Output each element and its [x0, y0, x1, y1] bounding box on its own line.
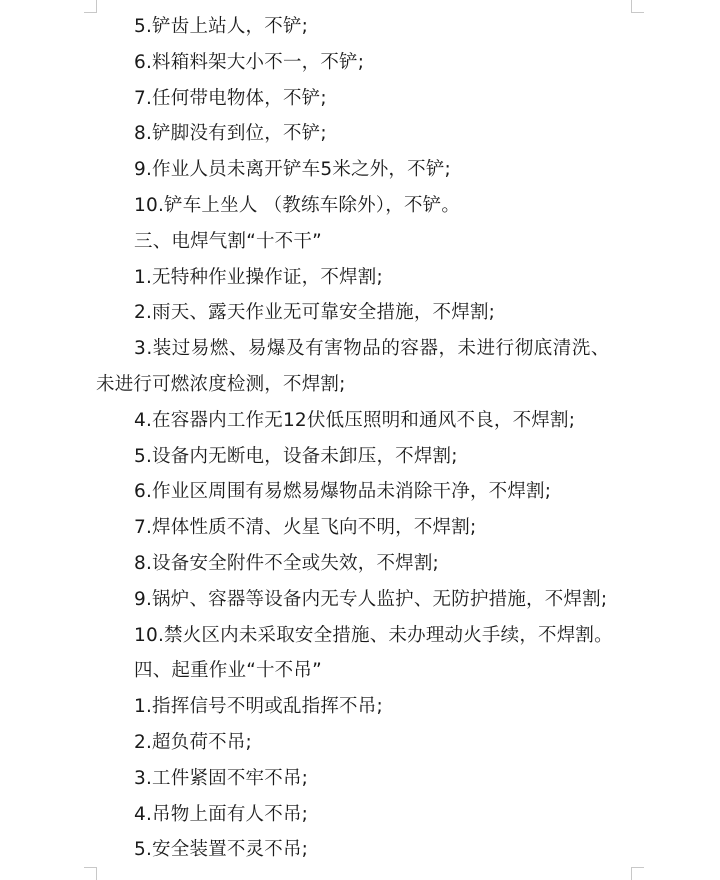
list-item: 8.设备安全附件不全或失效，不焊割; [134, 552, 439, 574]
list-item: 6.料箱料架大小不一，不铲; [134, 51, 365, 73]
list-item: 4.在容器内工作无12伏低压照明和通风不良，不焊割; [134, 409, 576, 431]
list-item: 10.铲车上坐人 （教练车除外），不铲。 [134, 194, 461, 216]
list-item: 2.雨天、露天作业无可靠安全措施，不焊割; [134, 302, 496, 324]
list-item: 7.焊体性质不清、火星飞向不明，不焊割; [134, 517, 477, 539]
section-heading: 三、电焊气割“十不干” [134, 230, 322, 252]
list-item: 5.安全装置不灵不吊; [134, 839, 309, 861]
list-item: 3.装过易燃、易爆及有害物品的容器，未进行彻底清洗、 [134, 338, 610, 360]
list-item: 5.铲齿上站人，不铲; [134, 16, 309, 37]
list-item: 4.吊物上面有人不吊; [134, 803, 309, 825]
list-item-continuation: 未进行可燃浓度检测，不焊割; [96, 373, 346, 395]
list-item: 10.禁火区内未采取安全措施、未办理动火手续，不焊割。 [134, 624, 613, 646]
list-item: 9.作业人员未离开铲车5米之外，不铲; [134, 159, 451, 181]
page-corner-mark [84, 867, 97, 880]
list-item: 1.无特种作业操作证，不焊割; [134, 266, 383, 288]
list-item: 5.设备内无断电，设备未卸压，不焊割; [134, 445, 458, 467]
list-item: 1.指挥信号不明或乱指挥不吊; [134, 696, 383, 718]
list-item: 8.铲脚没有到位，不铲; [134, 123, 327, 145]
list-item: 9.锅炉、容器等设备内无专人监护、无防护措施，不焊割; [134, 588, 608, 610]
document-body [96, 9, 636, 868]
page-corner-mark [631, 867, 644, 880]
list-item: 7.任何带电物体，不铲; [134, 87, 327, 109]
list-item: 2.超负荷不吊; [134, 731, 252, 753]
section-heading: 四、起重作业“十不吊” [134, 660, 322, 682]
list-item: 6.作业区周围有易燃易爆物品未消除干净，不焊割; [134, 481, 552, 503]
list-item: 3.工件紧固不牢不吊; [134, 767, 309, 789]
